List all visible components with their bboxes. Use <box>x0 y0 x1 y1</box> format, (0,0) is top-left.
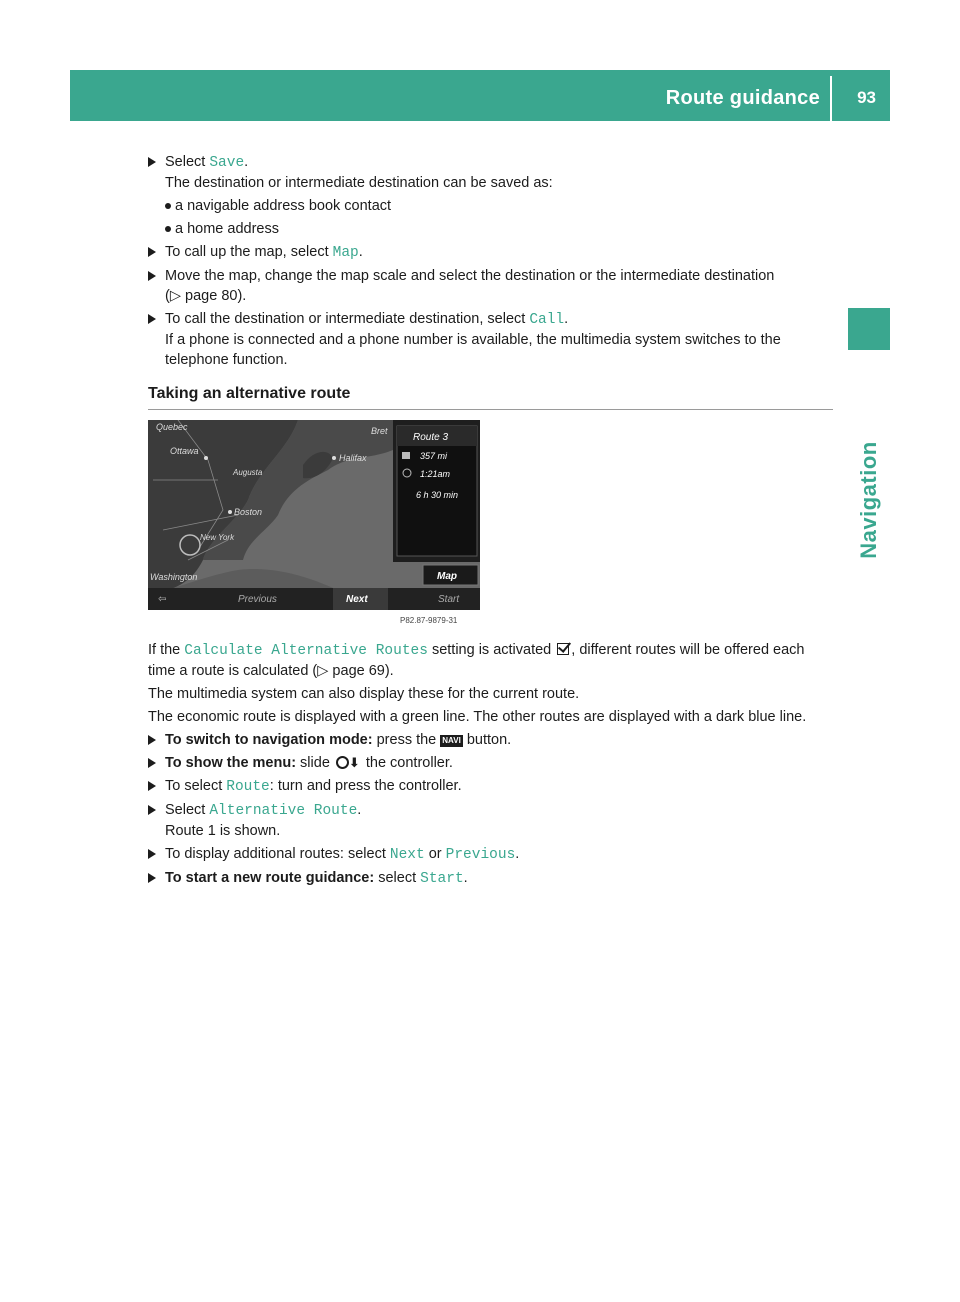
map-city-label: Bret <box>371 426 388 436</box>
back-icon: ⇦ <box>158 594 167 605</box>
step-text: To select <box>165 778 227 794</box>
ui-label-previous: Previous <box>445 847 516 863</box>
step-call-map <box>148 242 833 263</box>
ui-label-route: Route <box>226 779 270 795</box>
step-move-map <box>148 266 833 306</box>
page-ref-icon: ▷ <box>169 288 181 304</box>
step-arrow-icon <box>148 805 156 815</box>
step-text: To display additional routes: select <box>165 846 390 862</box>
header-divider <box>830 76 832 121</box>
page-ref: page 80). <box>181 288 247 304</box>
map-button-label: Map <box>437 571 457 582</box>
step-note: Route 1 is shown. <box>165 823 281 839</box>
side-tab-marker <box>848 308 890 350</box>
step-additional-routes <box>148 844 833 865</box>
map-city-label: Ottawa <box>170 446 199 456</box>
step-text: Select <box>165 802 210 818</box>
page-number: 93 <box>857 88 876 107</box>
slide-down-icon: ⬇ <box>348 755 360 770</box>
ui-label-alternative-route: Alternative Route <box>209 803 358 819</box>
page-ref-icon: ▷ <box>317 663 329 679</box>
step-text-end: . <box>564 311 569 327</box>
map-city-label: New York <box>200 533 235 542</box>
step-text: Move the map, change the map scale and select the destination or the intermediate destination <box>165 268 775 284</box>
step-text: press the <box>372 732 441 748</box>
step-text-end: . <box>358 244 363 260</box>
map-city-label: Augusta <box>233 468 263 477</box>
step-arrow-icon <box>148 781 156 791</box>
step-text: To call up the map, select <box>165 244 333 260</box>
page-content <box>148 152 833 892</box>
bullet-dot-icon <box>165 203 171 209</box>
ref-open: ( <box>165 288 170 304</box>
map-city-label: Halifax <box>339 453 367 463</box>
step-text-end: . <box>244 154 249 170</box>
section-side-label: Navigation <box>856 441 881 559</box>
bullet-item <box>148 219 833 239</box>
para-text: setting is activated <box>427 642 556 658</box>
paragraph-alternative-routes <box>148 640 833 681</box>
route-distance: 357 mi <box>420 451 448 461</box>
step-text: . <box>515 846 520 862</box>
figure-code: P82.87-9879-31 <box>400 616 458 625</box>
step-select-alternative-route <box>148 800 833 841</box>
step-call-destination <box>148 309 833 370</box>
step-text: button. <box>462 732 512 748</box>
navi-button-icon: NAVI <box>442 736 461 745</box>
ui-label-map: Map <box>332 245 359 261</box>
map-city-label: Washington <box>150 572 198 582</box>
map-city-label: Quebec <box>156 422 188 432</box>
para-text: If the <box>148 642 185 658</box>
step-arrow-icon <box>148 271 156 281</box>
bullet-item <box>148 196 833 216</box>
ui-label-start: Start <box>420 871 464 887</box>
bullet-text: a navigable address book contact <box>175 198 392 214</box>
step-arrow-icon <box>148 247 156 257</box>
step-bold-text: To start a new route guidance: <box>165 870 375 886</box>
map-graphic <box>148 420 480 630</box>
step-bold-text: To switch to navigation mode: <box>165 732 373 748</box>
controller-icon <box>336 756 349 769</box>
bar-next-label: Next <box>346 594 368 605</box>
bar-start-label: Start <box>438 594 460 605</box>
step-arrow-icon <box>148 157 156 167</box>
step-text: : turn and press the controller. <box>269 778 462 794</box>
bar-previous-label: Previous <box>238 594 277 605</box>
map-city-label: Boston <box>234 507 263 517</box>
ui-label-calculate-alternative-routes: Calculate Alternative Routes <box>184 643 428 659</box>
step-arrow-icon <box>148 735 156 745</box>
step-select-route <box>148 776 833 797</box>
step-note: The destination or intermediate destination can be saved as: <box>165 175 553 191</box>
step-text: . <box>357 802 362 818</box>
step-text: or <box>424 846 446 862</box>
step-start-guidance <box>148 868 833 889</box>
checkbox-checked-icon <box>557 643 569 655</box>
step-show-menu <box>148 753 833 773</box>
header-band <box>70 70 890 121</box>
step-text: . <box>463 870 468 886</box>
route-duration: 6 h 30 min <box>416 490 459 500</box>
step-text: slide <box>296 755 334 771</box>
step-arrow-icon <box>148 873 156 883</box>
paragraph-route-colors: The economic route is displayed with a green line. The other routes are displayed with a dark blue line. <box>148 709 807 725</box>
step-arrow-icon <box>148 314 156 324</box>
bullet-dot-icon <box>165 226 171 232</box>
step-navigation-mode <box>148 730 833 750</box>
step-note: If a phone is connected and a phone number is available, the multimedia system switches to the telephone function. <box>165 332 781 368</box>
step-text: Select <box>165 154 210 170</box>
ui-label-save: Save <box>209 155 245 171</box>
step-arrow-icon <box>148 758 156 768</box>
bullet-text: a home address <box>175 221 279 237</box>
step-text: select <box>374 870 421 886</box>
section-heading: Taking an alternative route <box>148 384 833 410</box>
route-arrival: 1:21am <box>420 469 451 479</box>
step-text: To call the destination or intermediate destination, select <box>165 311 530 327</box>
page-ref: page 69). <box>328 663 394 679</box>
para-text: , different routes will be offered each time a route is calculated ( <box>148 642 805 679</box>
route-panel-title: Route 3 <box>413 432 449 443</box>
step-text: the controller. <box>361 755 453 771</box>
page-title: Route guidance <box>665 87 820 109</box>
step-bold-text: To show the menu: <box>165 755 297 771</box>
navigation-map-screenshot <box>148 420 480 630</box>
step-arrow-icon <box>148 849 156 859</box>
step-select-save <box>148 152 833 193</box>
paragraph-display: The multimedia system can also display these for the current route. <box>148 686 580 702</box>
ui-label-call: Call <box>529 312 565 328</box>
ui-label-next: Next <box>389 847 425 863</box>
